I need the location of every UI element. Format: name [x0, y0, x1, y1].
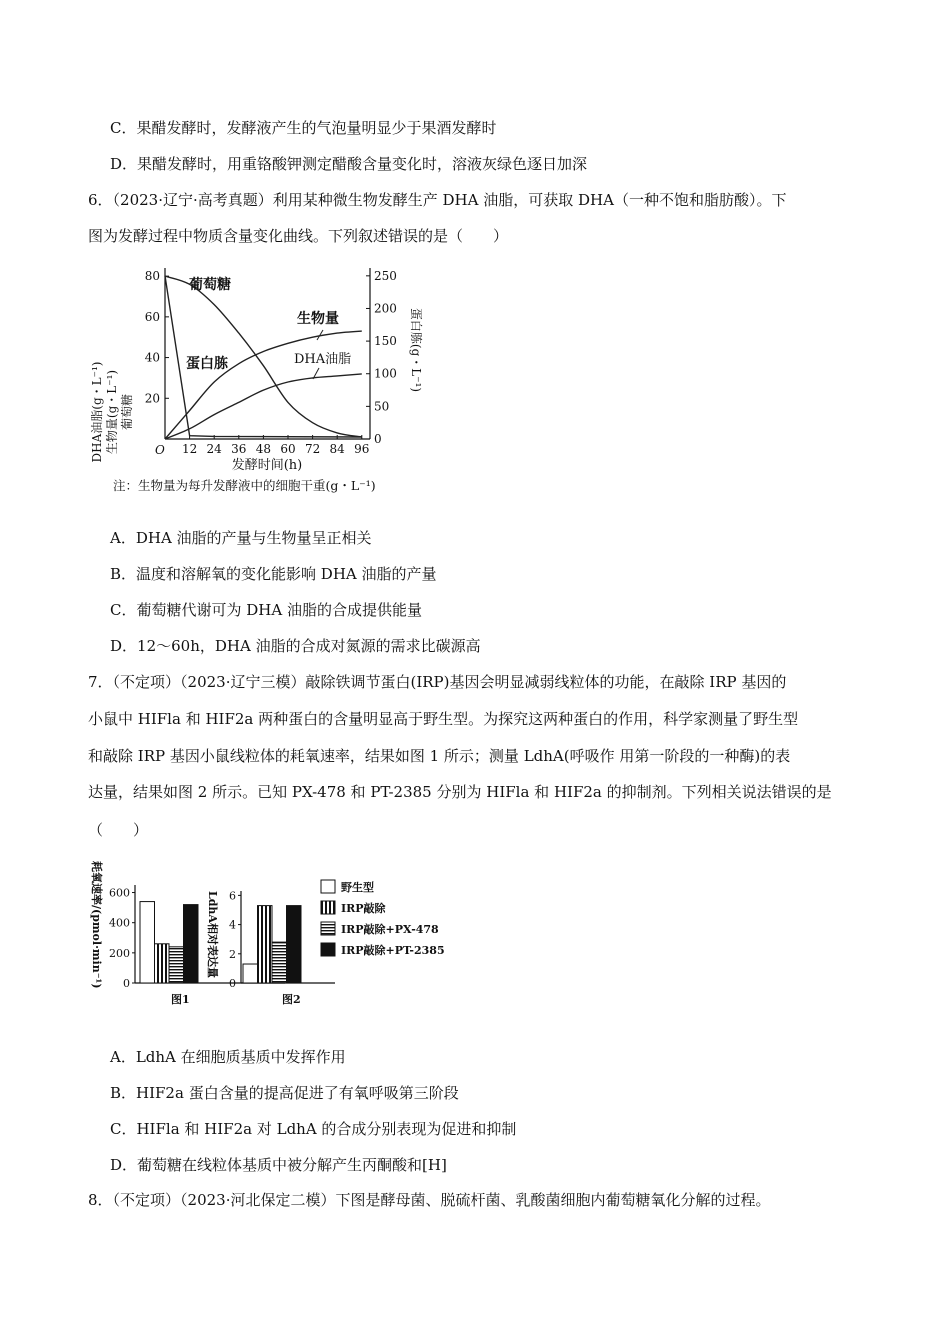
q8-stem-line1: 8．（不定项）（2023·河北保定二模）下图是酵母菌、脱硫杆菌、乳酸菌细胞内葡萄糖氧化分解的过程。 [88, 1191, 771, 1209]
fig2-bar-pt2385 [287, 906, 302, 983]
legend-swatch-pt [321, 943, 335, 956]
x-tick-label-72: 72 [304, 442, 321, 456]
legend-swatch-px [321, 922, 335, 935]
fig1-bar-pt2385 [184, 905, 199, 983]
legend-label-wild: 野生型 [341, 881, 374, 894]
biomass-curve [165, 331, 362, 439]
fig1-title: 图1 [171, 993, 190, 1006]
q7-stem-line5: （ ） [88, 821, 149, 839]
q6-stem-line2: 图为发酵过程中物质含量变化曲线。下列叙述错误的是（ ） [88, 227, 509, 245]
fig1-y-title: 耗氧速率/(pmol·min⁻¹) [90, 861, 103, 989]
x-tick-label-84: 84 [329, 442, 345, 456]
q7-option-c: C．HIFla 和 HIF2a 对 LdhA 的合成分别表现为促进和抑制 [110, 1120, 517, 1138]
right-tick-label-200: 200 [374, 301, 397, 316]
fig1-bar-wild [140, 902, 155, 983]
left-axis-title-1: DHA油脂(g・L⁻¹) [90, 361, 104, 463]
q6-option-d: D．12～60h，DHA 油脂的合成对氮源的需求比碳源高 [110, 637, 481, 655]
x-tick-label-24: 24 [206, 442, 222, 456]
right-tick-label-0: 0 [374, 432, 382, 446]
q7-stem-line1: 7．（不定项）（2023·辽宁三模）敲除铁调节蛋白(IRP)基因会明显减弱线粒体的功能，在敲除 IRP 基因的 [88, 673, 787, 691]
fig2-bar-wild [243, 964, 258, 983]
fig1-bar-px478 [169, 947, 184, 983]
left-axis-title-2: 生物量(g・L⁻¹) [105, 369, 119, 455]
q6-stem-line1: 6．（2023·辽宁·高考真题）利用某种微生物发酵生产 DHA 油脂，可获取 DHA（一种不饱和脂肪酸）。下 [88, 191, 787, 209]
left-axis-title-3: 葡萄糖 [120, 393, 134, 431]
fig2-tick-label-0: 0 [229, 977, 236, 990]
q6-option-b: B．温度和溶解氧的变化能影响 DHA 油脂的产量 [110, 565, 437, 583]
x-tick-label-12: 12 [181, 442, 198, 456]
fig1-bar-irp [155, 944, 170, 983]
legend-swatch-wild [321, 880, 335, 893]
x-tick-label-60: 60 [280, 442, 296, 456]
label-glucose: 葡萄糖 [189, 277, 231, 293]
chart-note: 注：生物量为每升发酵液中的细胞干重(g・L⁻¹) [113, 478, 376, 493]
right-axis-title: 蛋白胨(g・L⁻¹) [409, 307, 423, 393]
left-tick-label-20: 20 [144, 391, 160, 406]
fig2-tick-label-6: 6 [229, 889, 236, 903]
q6-option-c: C．葡萄糖代谢可为 DHA 油脂的合成提供能量 [110, 601, 422, 619]
q7-option-d: D．葡萄糖在线粒体基质中被分解产生丙酮酸和[H] [110, 1156, 447, 1174]
legend-label-pt: IRP敲除+PT-2385 [341, 944, 445, 957]
legend-swatch-irp [321, 901, 335, 914]
q6-option-a: A．DHA 油脂的产量与生物量呈正相关 [110, 529, 372, 547]
left-axis-title [89, 362, 134, 463]
right-tick-label-250: 250 [374, 268, 397, 283]
legend-label-px: IRP敲除+PX-478 [341, 923, 439, 936]
q7-stem-line2: 小鼠中 HIFla 和 HIF2a 两种蛋白的含量明显高于野生型。为探究这两种蛋白的作用，科学家测量了野生型 [88, 710, 799, 728]
fig2-title: 图2 [282, 993, 301, 1006]
right-tick-label-100: 100 [374, 366, 397, 381]
fig2-bar-px478 [272, 942, 287, 983]
fig1-tick-label-0: 0 [123, 977, 130, 990]
fig2-tick-label-2: 2 [229, 947, 236, 961]
x-tick-label-36: 36 [231, 442, 247, 456]
left-tick-label-80: 80 [144, 269, 160, 284]
label-biomass: 生物量 [297, 311, 339, 327]
x-axis-title: 发酵时间(h) [231, 458, 303, 473]
q7-stem-line3: 和敲除 IRP 基因小鼠线粒体的耗氧速率，结果如图 1 所示；测量 LdhA(呼吸作 用第一阶段的一种酶)的表 [88, 747, 791, 765]
legend [321, 880, 445, 957]
q5-option-c: C．果醋发酵时，发酵液产生的气泡量明显少于果酒发酵时 [110, 119, 497, 137]
fig2-bar-irp [258, 906, 273, 983]
q5-option-d: D．果醋发酵时，用重铬酸钾测定醋酸含量变化时，溶液灰绿色逐日加深 [110, 155, 588, 173]
dha-curve [165, 374, 362, 439]
label-peptone: 蛋白胨 [186, 356, 228, 372]
origin-label: O [155, 443, 165, 457]
q7-stem-line4: 达量，结果如图 2 所示。已知 PX-478 和 PT-2385 分别为 HIFla 和 HIF2a 的抑制剂。下列相关说法错误的是 [88, 783, 832, 801]
right-tick-label-50: 50 [374, 399, 390, 414]
legend-label-irp: IRP敲除 [341, 902, 386, 915]
fig1-tick-label-200: 200 [109, 946, 130, 960]
left-tick-label-40: 40 [144, 350, 160, 365]
label-dha: DHA油脂 [294, 352, 352, 367]
fig2-y-title: LdhA相对表达量 [206, 891, 219, 978]
fig2-tick-label-4: 4 [229, 918, 236, 932]
fig1-tick-label-400: 400 [109, 916, 130, 930]
left-tick-label-60: 60 [144, 309, 160, 324]
right-tick-label-150: 150 [374, 334, 397, 349]
q7-option-b: B．HIF2a 蛋白含量的提高促进了有氧呼吸第三阶段 [110, 1084, 459, 1102]
fermentation-line-chart [85, 262, 445, 502]
q7-option-a: A．LdhA 在细胞质基质中发挥作用 [110, 1048, 346, 1066]
bar-charts-figure [85, 855, 465, 1015]
x-tick-label-48: 48 [255, 442, 272, 456]
x-tick-label-96: 96 [354, 442, 370, 456]
fig1-tick-label-600: 600 [109, 886, 130, 900]
